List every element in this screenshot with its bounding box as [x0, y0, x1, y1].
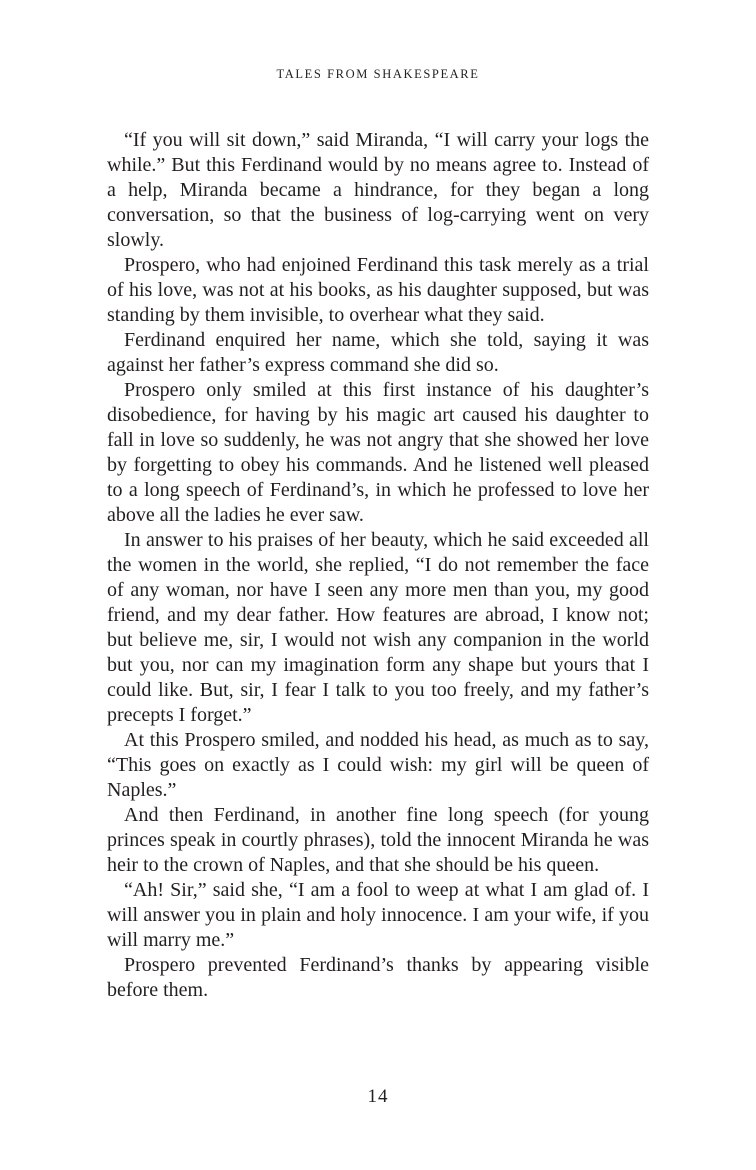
paragraph: “Ah! Sir,” said she, “I am a fool to weep at what I am glad of. I will answer you in plain and holy innocence. I am your wife, if you will marry me.” — [107, 879, 649, 951]
paragraph: Ferdinand enquired her name, which she told, saying it was against her father’s express command she did so. — [107, 329, 649, 376]
paragraph: Prospero only smiled at this first instance of his daughter’s disobedience, for having by his magic art caused his daughter to fall in love so suddenly, he was not angry that she showed her love by forgetting to obey his commands. And he listened well pleased to a long speech of Ferdinand’s, in which he professed to love her above all the ladies he ever saw. — [107, 379, 649, 526]
running-head: TALES FROM SHAKESPEARE — [276, 67, 480, 81]
page-number: 14 — [367, 1086, 389, 1107]
paragraph: And then Ferdinand, in another fine long speech (for young princes speak in courtly phrases), told the innocent Miranda he was heir to the crown of Naples, and that she should be his queen. — [107, 804, 649, 876]
paragraph: Prospero, who had enjoined Ferdinand this task merely as a trial of his love, was not at his books, as his daughter supposed, but was standing by them invisible, to overhear what they said. — [107, 254, 649, 326]
paragraph: At this Prospero smiled, and nodded his head, as much as to say, “This goes on exactly as I could wish: my girl will be queen of Naples.” — [107, 729, 649, 801]
body-text — [107, 128, 649, 1003]
paragraph: In answer to his praises of her beauty, which he said exceeded all the women in the world, she replied, “I do not remember the face of any woman, nor have I seen any more men than you, my good friend, and my dear father. How features are abroad, I know not; but believe me, sir, I would not wish any companion in the world but you, nor can my imagination form any shape but yours that I could like. But, sir, I fear I talk to you too freely, and my father’s precepts I forget.” — [107, 529, 649, 726]
paragraph: “If you will sit down,” said Miranda, “I will carry your logs the while.” But this Ferdinand would by no means agree to. Instead of a help, Miranda became a hindrance, for they began a long conversation, so that the business of log-carrying went on very slowly. — [107, 129, 649, 251]
paragraph: Prospero prevented Ferdinand’s thanks by appearing visible before them. — [107, 954, 649, 1001]
